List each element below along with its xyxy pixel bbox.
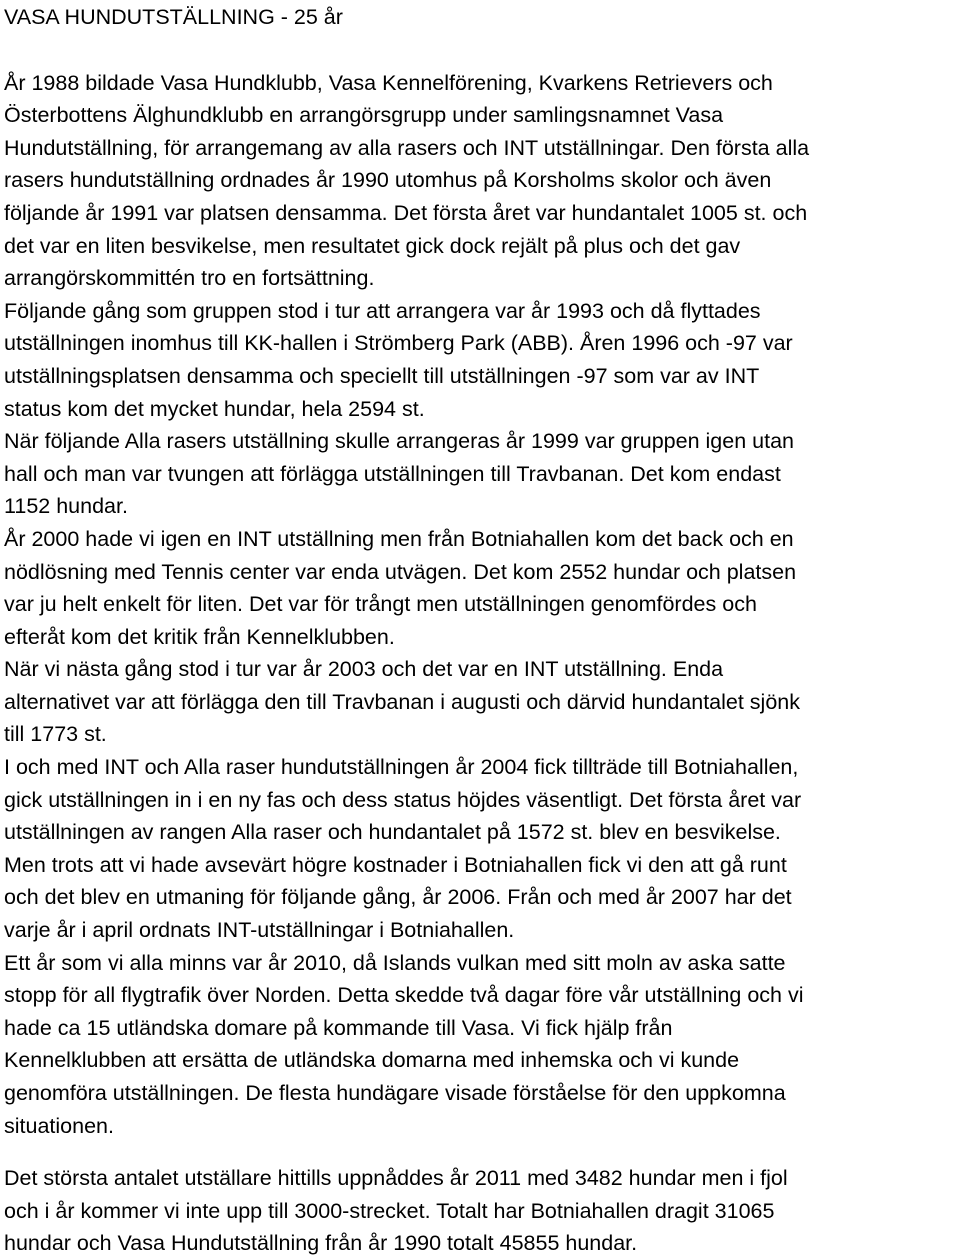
- text-line: det var en liten besvikelse, men resultatet gick dock rejält på plus och det gav: [4, 233, 741, 258]
- text-line: situationen.: [4, 1113, 114, 1138]
- paragraph-gap: [4, 1142, 960, 1162]
- text-line: Hundutställning, för arrangemang av alla rasers och INT utställningar. Den första alla: [4, 135, 810, 160]
- text-line: till 1773 st.: [4, 722, 107, 747]
- text-line: utställningsplatsen densamma och speciellt till utställningen -97 som var av INT: [4, 363, 760, 388]
- text-line: följande år 1991 var platsen densamma. Det första året var hundantalet 1005 st. och: [4, 200, 808, 225]
- text-line: Kennelklubben att ersätta de utländska domarna med inhemska och vi kunde: [4, 1048, 740, 1073]
- text-line: Ett år som vi alla minns var år 2010, då Islands vulkan med sitt moln av aska satte: [4, 950, 786, 975]
- text-line: rasers hundutställning ordnades år 1990 utomhus på Korsholms skolor och även: [4, 168, 772, 193]
- text-line: gick utställningen in i en ny fas och dess status höjdes väsentligt. Det första året var: [4, 787, 802, 812]
- text-line: och det blev en utmaning för följande gång, år 2006. Från och med år 2007 har det: [4, 885, 792, 910]
- text-line: och i år kommer vi inte upp till 3000-strecket. Totalt har Botniahallen dragit 31065: [4, 1198, 775, 1223]
- text-line: När vi nästa gång stod i tur var år 2003 och det var en INT utställning. Enda: [4, 657, 724, 682]
- text-line: varje år i april ordnats INT-utställningar i Botniahallen.: [4, 918, 515, 943]
- text-line: Följande gång som gruppen stod i tur att arrangera var år 1993 och då flyttades: [4, 298, 761, 323]
- text-line: hall och man var tvungen att förlägga utställningen till Travbanan. Det kom endast: [4, 461, 781, 486]
- text-line: genomföra utställningen. De flesta hundägare visade förståelse för den uppkomna: [4, 1081, 786, 1105]
- text-line: alternativet var att förlägga den till Travbanan i augusti och därvid hundantalet sjönk: [4, 689, 800, 714]
- text-line: stopp för all flygtrafik över Norden. Detta skedde två dagar före vår utställning och vi: [4, 983, 804, 1008]
- title-spacer: [4, 34, 960, 67]
- body-text: [4, 67, 960, 1143]
- text-line: I och med INT och Alla raser hundutställningen år 2004 fick tillträde till Botniahallen,: [4, 755, 799, 780]
- text-line: nödlösning med Tennis center var enda utvägen. Det kom 2552 hundar och platsen: [4, 559, 797, 584]
- text-line: Österbottens Älghundklubb en arrangörsgrupp under samlingsnamnet Vasa: [4, 103, 724, 128]
- text-line: hade ca 15 utländska domare på kommande till Vasa. Vi fick hjälp från: [4, 1015, 673, 1040]
- text-line: efteråt kom det kritik från Kennelklubben.: [4, 624, 395, 649]
- text-line: status kom det mycket hundar, hela 2594 st.: [4, 396, 425, 421]
- text-line: År 2000 hade vi igen en INT utställning men från Botniahallen kom det back och en: [4, 526, 794, 551]
- text-line: År 1988 bildade Vasa Hundklubb, Vasa Kennelförening, Kvarkens Retrievers och: [4, 70, 773, 95]
- text-line: utställningen av rangen Alla raser och hundantalet på 1572 st. blev en besvikelse.: [4, 820, 781, 845]
- text-line: När följande Alla rasers utställning skulle arrangeras år 1999 var gruppen igen utan: [4, 429, 794, 454]
- text-line: hundar och Vasa Hundutställning från år 1990 totalt 45855 hundar.: [4, 1231, 638, 1256]
- text-line: utställningen inomhus till KK-hallen i Strömberg Park (ABB). Åren 1996 och -97 var: [4, 331, 793, 356]
- document-page: [4, 0, 960, 1260]
- text-line: Det största antalet utställare hittills uppnåddes år 2011 med 3482 hundar men i fjol: [4, 1166, 788, 1191]
- closing-paragraph: [4, 1162, 960, 1260]
- text-line: arrangörskommittén tro en fortsättning.: [4, 266, 375, 291]
- document-title: VASA HUNDUTSTÄLLNING - 25 år: [4, 5, 343, 29]
- text-line: var ju helt enkelt för liten. Det var för trångt men utställningen genomfördes och: [4, 592, 757, 617]
- text-line: Men trots att vi hade avsevärt högre kostnader i Botniahallen fick vi den att gå runt: [4, 852, 787, 877]
- text-line: 1152 hundar.: [4, 494, 128, 519]
